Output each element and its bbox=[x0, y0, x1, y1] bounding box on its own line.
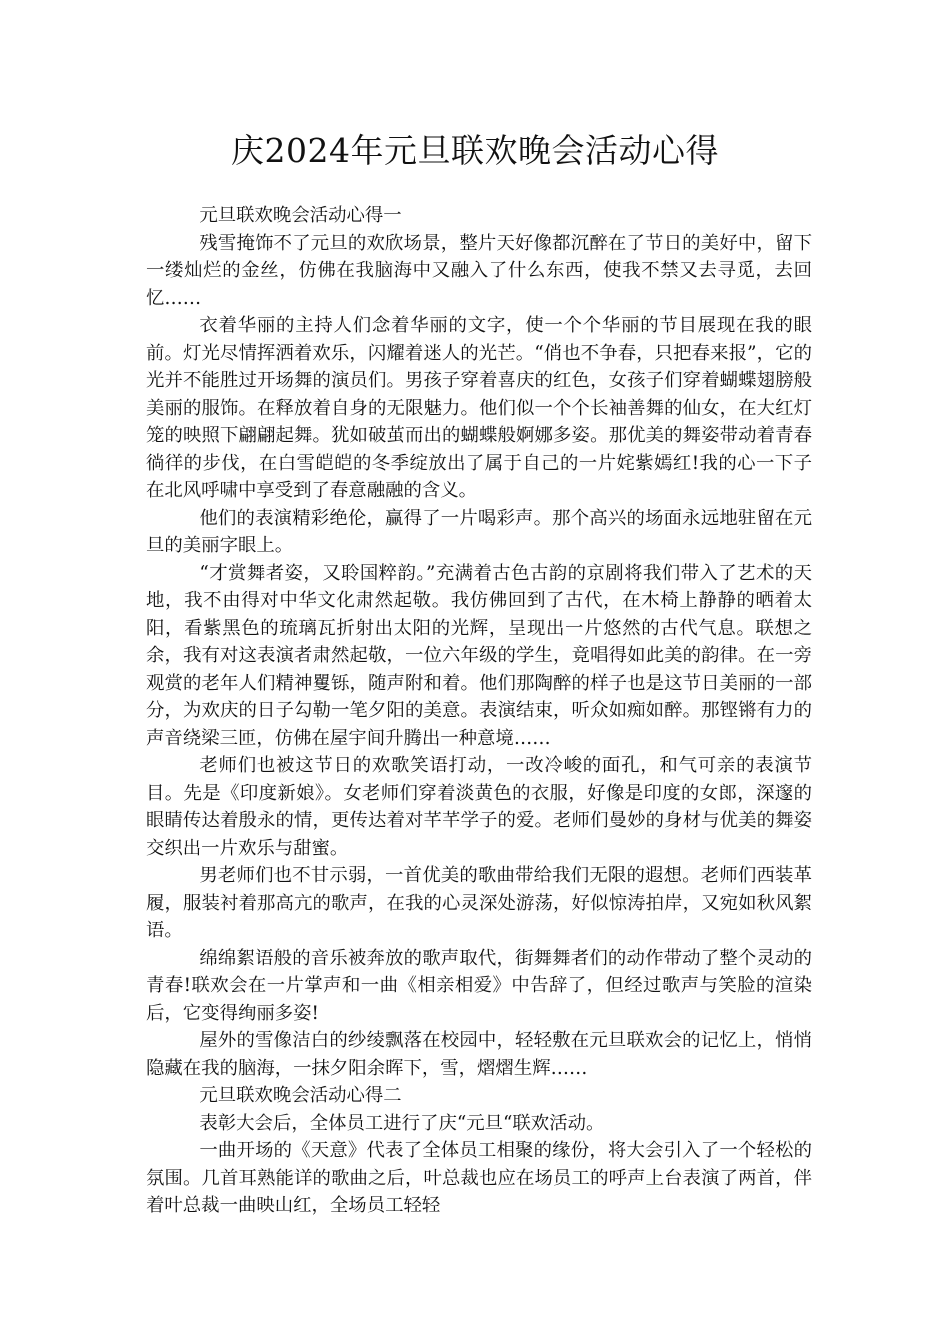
paragraph: 残雪掩饰不了元旦的欢欣场景，整片天好像都沉醉在了节日的美好中，留下一缕灿烂的金丝，仿佛在我脑海中又融入了什么东西，使我不禁又去寻觅，去回忆…… bbox=[146, 232, 812, 309]
paragraph: “才赏舞者姿，又聆国粹韵。”充满着古色古韵的京剧将我们带入了艺术的天地，我不由得对中华文化肃然起敬。我仿佛回到了古代，在木椅上静静的晒着太阳，看紫黑色的琉璃瓦折射出太阳的光辉，呈现出一片悠然的古代气息。联想之余，我有对这表演者肃然起敬，一位六年级的学生，竟唱得如此美的韵律。在一旁观赏的老年人们精神矍铄，随声附和着。他们那陶醉的样子也是这节日美丽的一部分，为欢庆的日子勾勒一笔夕阳的美意。表演结束，听众如痴如醉。那铿锵有力的声音绕梁三匝，仿佛在屋宇间升腾出一种意境…… bbox=[146, 562, 812, 749]
paragraph: 一曲开场的《天意》代表了全体员工相聚的缘份，将大会引入了一个轻松的氛围。几首耳熟能详的歌曲之后，叶总裁也应在场员工的呼声上台表演了两首，伴着叶总裁一曲映山红，全场员工轻轻 bbox=[146, 1140, 812, 1216]
section-heading-2: 元旦联欢晚会活动心得二 bbox=[199, 1085, 402, 1106]
section-heading-1: 元旦联欢晚会活动心得一 bbox=[199, 205, 402, 226]
paragraph: 表彰大会后，全体员工进行了庆“元旦“联欢活动。 bbox=[199, 1112, 605, 1134]
paragraph: 屋外的雪像洁白的纱绫飘落在校园中，轻轻敷在元旦联欢会的记忆上，悄悄隐藏在我的脑海，一抹夕阳余晖下，雪，熠熠生辉…… bbox=[146, 1030, 812, 1079]
document-body bbox=[146, 202, 812, 1220]
paragraph: 老师们也被这节日的欢歌笑语打动，一改冷峻的面孔，和气可亲的表演节目。先是《印度新娘》。女老师们穿着淡黄色的衣服，好像是印度的女郎，深邃的眼睛传达着殷永的情，更传达着对芊芊学子的爱。老师们曼妙的身材与优美的舞姿交织出一片欢乐与甜蜜。 bbox=[146, 755, 812, 859]
paragraph: 男老师们也不甘示弱，一首优美的歌曲带给我们无限的遐想。老师们西装革履，服装衬着那高亢的歌声，在我的心灵深处游荡，好似惊涛拍岸，又宛如秋风絮语。 bbox=[146, 865, 812, 941]
paragraph: 衣着华丽的主持人们念着华丽的文字，使一个个华丽的节目展现在我的眼前。灯光尽情挥洒着欢乐，闪耀着迷人的光芒。“俏也不争春，只把春来报”，它的光并不能胜过开场舞的演员们。男孩子穿着喜庆的红色，女孩子们穿着蝴蝶翅膀般美丽的服饰。在释放着自身的无限魅力。他们似一个个长袖善舞的仙女，在大红灯笼的映照下翩翩起舞。犹如破茧而出的蝴蝶般婀娜多姿。那优美的舞姿带动着青春徜徉的步伐，在白雪皑皑的冬季绽放出了属于自己的一片姹紫嫣红!我的心一下子在北风呼啸中享受到了春意融融的含义。 bbox=[146, 315, 812, 501]
paragraph: 绵绵絮语般的音乐被奔放的歌声取代，街舞舞者们的动作带动了整个灵动的青春!联欢会在一片掌声和一曲《相亲相爱》中告辞了，但经过歌声与笑脸的渲染后，它变得绚丽多姿! bbox=[146, 947, 812, 1024]
paragraph: 他们的表演精彩绝伦，赢得了一片喝彩声。那个高兴的场面永远地驻留在元旦的美丽字眼上。 bbox=[146, 507, 812, 556]
document-title: 庆2024年元旦联欢晚会活动心得 bbox=[231, 131, 719, 170]
